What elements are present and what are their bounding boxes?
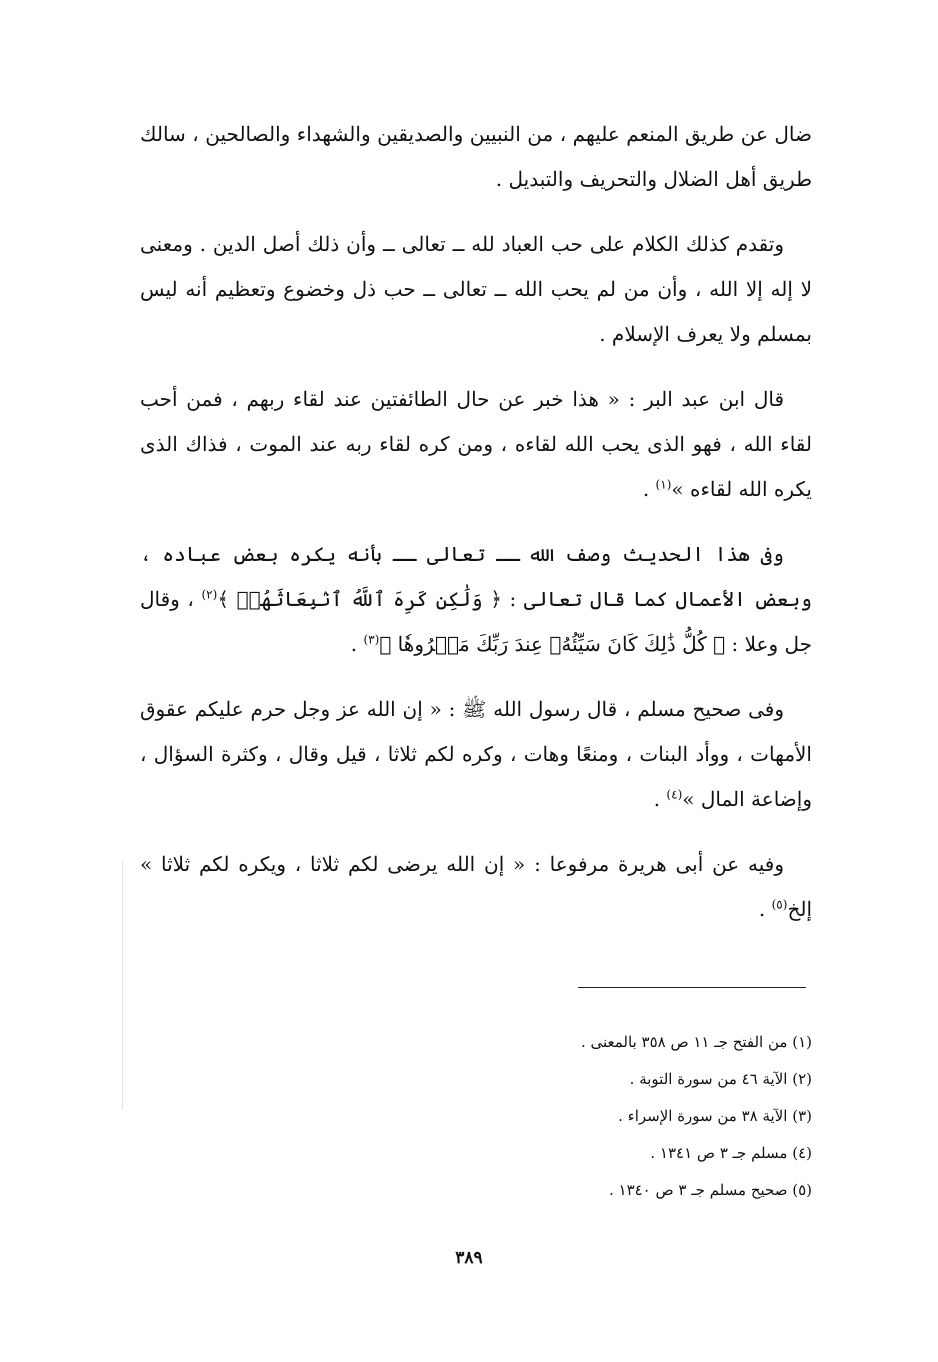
paragraph-3-tail: . [642, 477, 656, 501]
scan-margin-line [122, 860, 123, 1110]
main-text-body [140, 112, 812, 952]
paragraph-5-text: وفى صحيح مسلم ، قال رسول الله ﷺ : « إن الله عز وجل حرم عليكم عقوق الأمهات ، ووأد البنات ، ومنعًا وهات ، وكره لكم ثلاثا ، قيل وقال ، وكثرة السؤال ، وإضاعة المال » [140, 697, 812, 811]
footnote-5: (٥) صحيح مسلم جـ ٣ ص ١٣٤٠ . [608, 1181, 812, 1199]
paragraph-3 [140, 377, 812, 512]
paragraph-4-tail-2: . [350, 632, 364, 656]
paragraph-6-tail: . [758, 897, 772, 921]
paragraph-5-tail: . [653, 787, 667, 811]
footnote-1: (١) من الفتح جـ ١١ ص ٣٥٨ بالمعنى . [580, 1033, 812, 1051]
footnote-3: (٣) الآية ٣٨ من سورة الإسراء . [618, 1107, 812, 1125]
paragraph-2 [140, 222, 812, 357]
footnote-ref-4: (٤) [666, 787, 683, 802]
paragraph-6-text: وفيه عن أبى هريرة مرفوعا : « إن الله يرضى لكم ثلاثا ، ويكره لكم ثلاثا » إلخ [140, 852, 812, 921]
footnote-ref-5: (٥) [771, 897, 788, 912]
footnote-ref-3: (٣) [363, 632, 380, 647]
paragraph-4-text: وفى هذا الحديث وصف الله ــ تعالى ــ بأنه يكره بعض عباده ، وبعض الأعمال كما قال تعالى : ﴿ وَلَٰكِن كَرِهَ ٱللَّهُ ٱنۢبِعَاثَهُمۡ ﴾ [140, 542, 812, 611]
paragraph-4-tail: ، وقال جل وعلا : ﴿ كُلُّ ذَٰلِكَ كَانَ سَيِّئُهُۥ عِندَ رَبِّكَ مَكۡرُوهٗا ﴾ [140, 587, 812, 656]
paragraph-5 [140, 687, 812, 822]
footnote-2: (٢) الآية ٤٦ من سورة التوبة . [629, 1070, 812, 1088]
paragraph-3-text: قال ابن عبد البر : « هذا خبر عن حال الطائفتين عند لقاء ربهم ، فمن أحب لقاء الله ، فهو الذى يحب الله لقاءه ، ومن كره لقاء ربه عند الموت ، فذاك الذى يكره الله لقاءه » [140, 387, 812, 501]
paragraph-2-text: وتقدم كذلك الكلام على حب العباد لله ــ تعالى ــ وأن ذلك أصل الدين . ومعنى لا إله إلا الله ، وأن من لم يحب الله ــ تعالى ــ حب ذل وخضوع وتعظيم أنه ليس بمسلم ولا يعرف الإسلام . [140, 232, 812, 346]
footnote-ref-1: (١) [655, 477, 672, 492]
footnote-4: (٤) مسلم جـ ٣ ص ١٣٤١ . [650, 1144, 812, 1162]
footnotes-section [400, 1024, 812, 1209]
paragraph-4 [140, 532, 812, 667]
page-number: ٣٨٩ [455, 1248, 483, 1268]
paragraph-1-text: ضال عن طريق المنعم عليهم ، من النبيين والصديقين والشهداء والصالحين ، سالك طريق أهل الضلال والتحريف والتبديل . [140, 122, 812, 191]
paragraph-6 [140, 842, 812, 932]
footnote-divider [578, 987, 806, 988]
footnote-ref-2: (٢) [201, 587, 218, 602]
paragraph-1 [140, 112, 812, 202]
